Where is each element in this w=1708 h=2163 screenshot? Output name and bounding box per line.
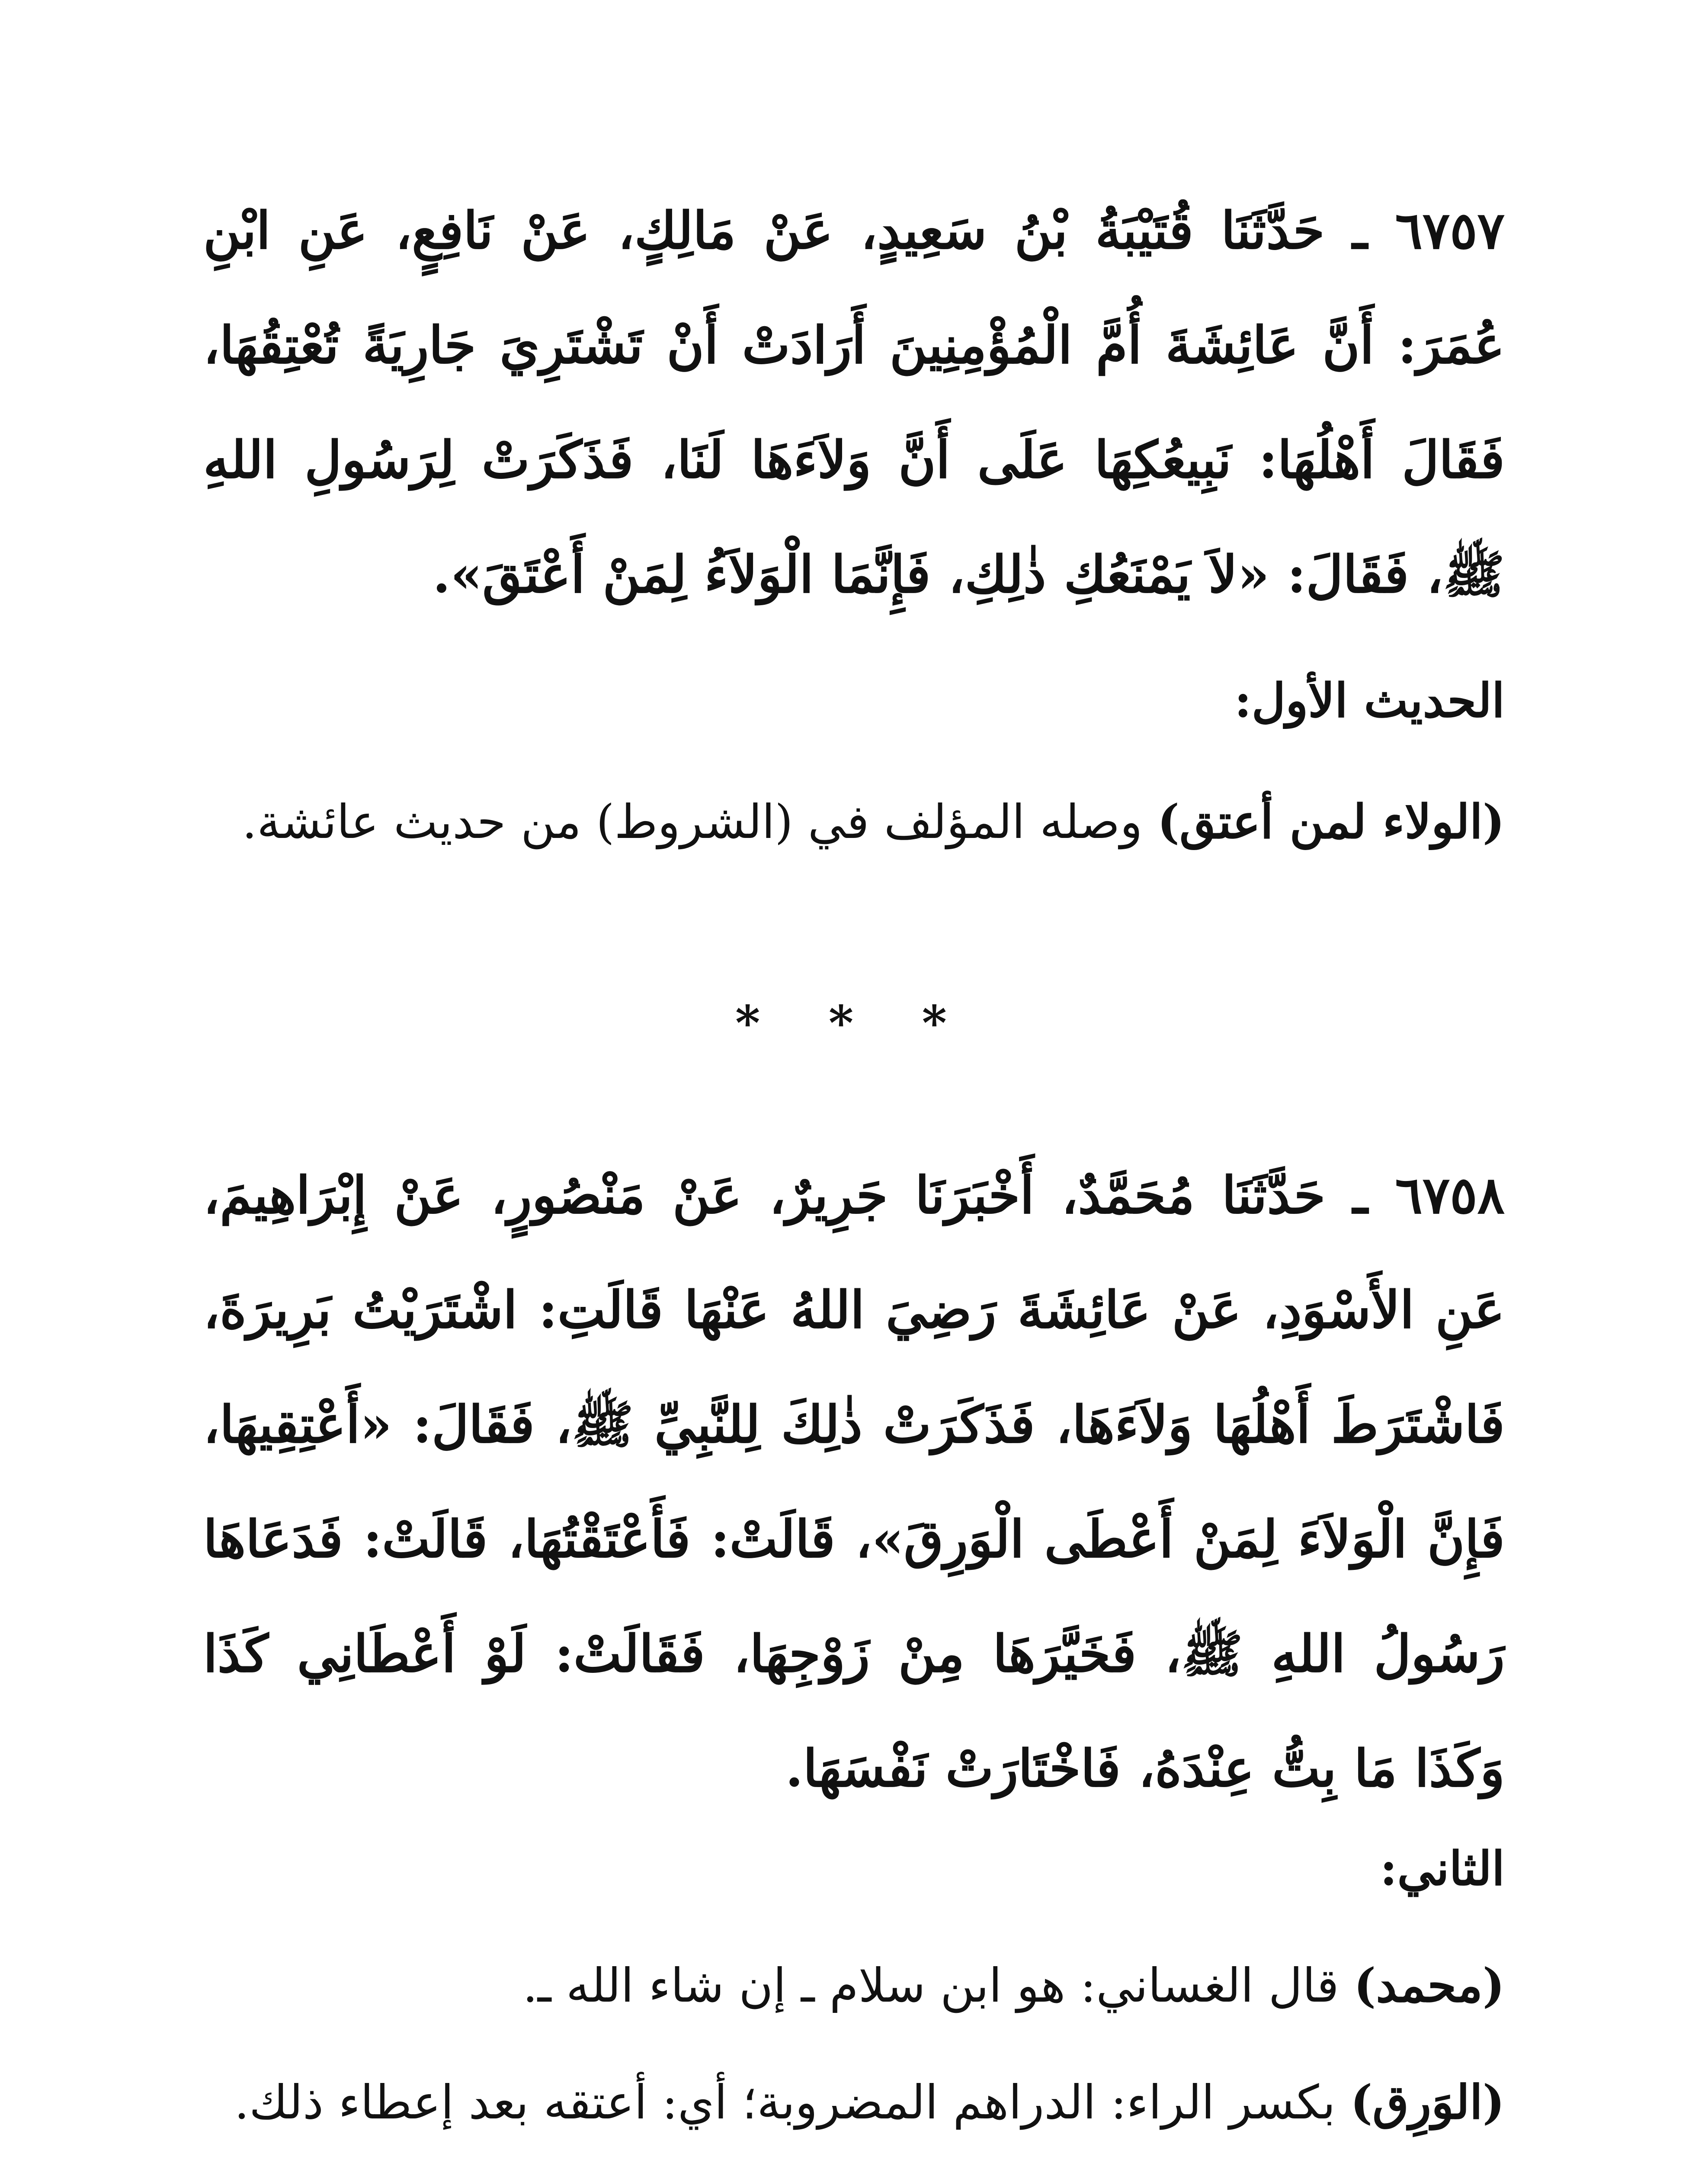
commentary-2-heading-block — [203, 1826, 1505, 1912]
commentary-heading: الثاني: — [1380, 1842, 1505, 1896]
hadith-6758 — [203, 1138, 1505, 1826]
hadith-text: ـ حَدَّثَنَا قُتَيْبَةُ بْنُ سَعِيدٍ، عَنْ مَالِكٍ، عَنْ نَافِعٍ، عَنِ ابْنِ عُمَرَ: أَنَّ عَائِشَةَ أُمَّ الْمُؤْمِنِينَ أَرَادَتْ أَنْ تَشْتَرِيَ جَارِيَةً تُعْتِقُهَا، فَقَالَ أَهْلُهَا: نَبِيعُكِهَا عَلَى أَنَّ وَلاَءَهَا لَنَا، فَذَكَرَتْ لِرَسُولِ اللهِ ﷺ، فَقَالَ: «لاَ يَمْنَعُكِ ذٰلِكِ، فَإِنَّمَا الْوَلاَءُ لِمَنْ أَعْتَقَ». — [203, 200, 1505, 604]
hadith-number: ٦٧٥٨ — [1395, 1165, 1505, 1225]
commentary-text: وصله المؤلف في (الشروط) من حديث عائشة. — [242, 795, 1157, 849]
commentary-1 — [203, 770, 1505, 874]
hadith-6758-paragraph — [203, 1138, 1505, 1826]
commentary-term: (محمد) — [1354, 1958, 1505, 2013]
hadith-6757 — [203, 173, 1505, 632]
commentary-2-line-2 — [203, 2051, 1505, 2155]
hadith-number: ٦٧٥٧ — [1395, 200, 1505, 260]
commentary-heading: الحديث الأول: — [1234, 674, 1505, 728]
section-divider-block — [203, 995, 1505, 1051]
commentary-paragraph — [203, 1934, 1505, 2038]
commentary-1-heading-block — [203, 658, 1505, 744]
commentary-term: (الولاء لمن أعتق) — [1157, 795, 1505, 849]
commentary-term: (الوَرِق) — [1350, 2075, 1505, 2130]
commentary-2-line-1 — [203, 1934, 1505, 2038]
commentary-paragraph — [203, 2051, 1505, 2155]
commentary-paragraph — [203, 770, 1505, 874]
commentary-text: بكسر الراء: الدراهم المضروبة؛ أي: أعتقه بعد إعطاء ذلك. — [234, 2076, 1351, 2130]
section-divider: * * * — [735, 995, 973, 1051]
hadith-6757-paragraph — [203, 173, 1505, 632]
hadith-text: ـ حَدَّثَنَا مُحَمَّدٌ، أَخْبَرَنَا جَرِيرٌ، عَنْ مَنْصُورٍ، عَنْ إِبْرَاهِيمَ، عَنِ الأَسْوَدِ، عَنْ عَائِشَةَ رَضِيَ اللهُ عَنْهَا قَالَتِ: اشْتَرَيْتُ بَرِيرَةَ، فَاشْتَرَطَ أَهْلُهَا وَلاَءَهَا، فَذَكَرَتْ ذٰلِكَ لِلنَّبِيِّ ﷺ، فَقَالَ: «أَعْتِقِيهَا، فَإِنَّ الْوَلاَءَ لِمَنْ أَعْطَى الْوَرِقَ»، قَالَتْ: فَأَعْتَقْتُهَا، قَالَتْ: فَدَعَاهَا رَسُولُ اللهِ ﷺ، فَخَيَّرَهَا مِنْ زَوْجِهَا، فَقَالَتْ: لَوْ أَعْطَانِي كَذَا وَكَذَا مَا بِتُّ عِنْدَهُ، فَاخْتَارَتْ نَفْسَهَا. — [203, 1165, 1505, 1798]
commentary-text: قال الغساني: هو ابن سلام ـ إن شاء الله ـ. — [522, 1959, 1354, 2013]
